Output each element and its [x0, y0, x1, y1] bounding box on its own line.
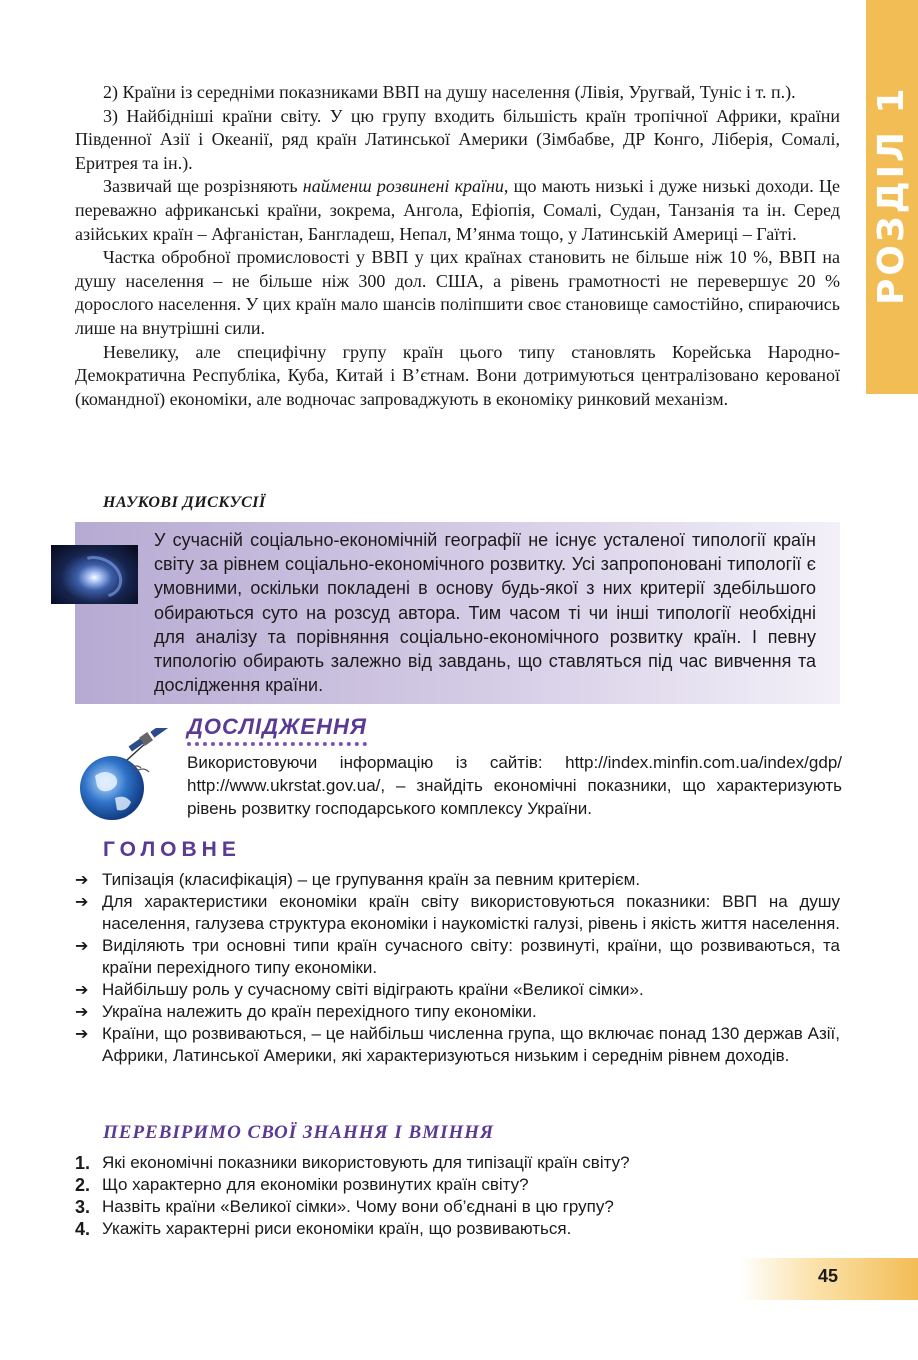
summary-item-text: Типізація (класифікація) – це групування країн за певним критерієм.	[102, 870, 641, 889]
summary-item-text: Для характеристики економіки країн світу використовуються показники: ВВП на душу населення, галузева структура економіки і наукомісткі галузі, рівень і якість життя населення.	[102, 892, 841, 933]
arrow-right-icon: ➔	[75, 1024, 89, 1043]
question-number: 1.	[75, 1153, 91, 1173]
question-number: 2.	[75, 1175, 91, 1195]
main-body-text	[75, 81, 840, 411]
summary-title: ГОЛОВНЕ	[103, 838, 241, 861]
arrow-right-icon: ➔	[75, 980, 89, 999]
summary-list	[75, 869, 840, 1067]
question-text: Що характерно для економіки розвинутих країн світу?	[102, 1175, 529, 1194]
text-run: Зазвичай ще розрізняють	[103, 176, 303, 197]
discussion-text: У сучасній соціально-економічній географії не існує усталеної типології країн світу за рівнем соціально-економічного розвитку. Усі запропоновані типології є умовними, оскільки покладені в основу будь-якої з них критерії здебільшого обираються суто на розсуд автора. Тим часом ті чи інші типології необхідні для аналізу та порівняння соціально-економічного розвитку країн. І певну типологію обирають залежно від завдань, що ставляться під час вивчення та дослідження країни.	[154, 530, 816, 696]
summary-item-text: Україна належить до країн перехідного типу економіки.	[102, 1002, 537, 1021]
emphasis-term: найменш розвинені країни	[302, 176, 504, 197]
question-number: 3.	[75, 1197, 91, 1217]
page-number: 45	[817, 1266, 839, 1286]
question-text: Які економічні показники використовують для типізації країн світу?	[102, 1153, 630, 1172]
summary-item-text: Країни, що розвиваються, – це найбільш численна група, що включає понад 130 держав Азії, Африки, Латинської Америки, які характеризуються низьким і середнім рівнем доходів.	[102, 1024, 840, 1065]
summary-item	[75, 979, 840, 1001]
question-item	[75, 1218, 840, 1240]
paragraph-manufacturing-share: Частка обробної промисловості у ВВП у цих країнах становить не більше ніж 10 %, ВВП на душу населення – не більше ніж 300 дол. США, а рівень грамотності не перевершує 20 % дорослого населення. У цих країн мало шансів поліпшити своє становище самостійно, спираючись лише на внутрішні сили.	[75, 247, 840, 338]
research-title: ДОСЛІДЖЕННЯ	[187, 714, 367, 746]
summary-item	[75, 869, 840, 891]
arrow-right-icon: ➔	[75, 936, 89, 955]
summary-item	[75, 891, 840, 935]
summary-item	[75, 1023, 840, 1067]
research-text: Використовуючи інформацію із сайтів: http://index.minfin.com.ua/index/gdp/ http://www.ukrstat.gov.ua/, – знайдіть економічні показники, що характеризують рівень розвитку господарського комплексу України.	[187, 753, 842, 818]
question-item	[75, 1152, 840, 1174]
chapter-label: РОЗДІЛ 1	[871, 85, 912, 305]
summary-item-text: Найбільшу роль у сучасному світі відіграють країни «Великої сімки».	[102, 980, 644, 999]
question-number: 4.	[75, 1219, 91, 1239]
globe-satellite-icon	[77, 728, 182, 823]
chapter-side-tab	[866, 0, 918, 394]
paragraph-poorest: 3) Найбідніші країни світу. У цю групу входить більшість країн тропічної Африки, країни Південної Азії і Океанії, ряд країн Латинської Америки (Зімбабве, ДР Конго, Ліберія, Сомалі, Еритрея та ін.).	[75, 105, 840, 173]
question-list	[75, 1152, 840, 1240]
question-text: Назвіть країни «Великої сімки». Чому вони об’єднані в цю групу?	[102, 1197, 614, 1216]
paragraph-middle-income: 2) Країни із середніми показниками ВВП на душу населення (Лівія, Уругвай, Туніс і т. п.).	[103, 82, 796, 102]
question-item	[75, 1196, 840, 1218]
arrow-right-icon: ➔	[75, 1002, 89, 1021]
text-run: , що мають низькі і дуже низькі доходи. Це переважно африканські країни, зокрема, Ангола, Ефіопія, Сомалі, Судан, Танзанія та ін. Серед азійських країн – Афганістан, Бангладеш, Непал, М’янма тощо, у Латинській Америці – Гаїті.	[75, 176, 840, 244]
galaxy-image	[51, 545, 138, 604]
summary-item-text: Виділяють три основні типи країн сучасного світу: розвинуті, країни, що розвиваються, та країни перехідного типу економіки.	[102, 936, 840, 977]
discussions-title: НАУКОВІ ДИСКУСІЇ	[103, 494, 266, 511]
summary-item	[75, 935, 840, 979]
paragraph-least-developed	[75, 175, 840, 246]
arrow-right-icon: ➔	[75, 870, 89, 889]
question-text: Укажіть характерні риси економіки країн, що розвиваються.	[102, 1219, 572, 1238]
paragraph-centralized: Невелику, але специфічну групу країн цього типу становлять Корейська Народно-Демократична Республіка, Куба, Китай і В’єтнам. Вони дотримуються централізовано керованої (командної) економіки, але водночас запроваджують в економіку ринковий механізм.	[75, 341, 840, 409]
question-item	[75, 1174, 840, 1196]
summary-item	[75, 1001, 840, 1023]
check-knowledge-title: ПЕРЕВІРИМО СВОЇ ЗНАННЯ І ВМІННЯ	[103, 1122, 495, 1143]
arrow-right-icon: ➔	[75, 892, 89, 911]
